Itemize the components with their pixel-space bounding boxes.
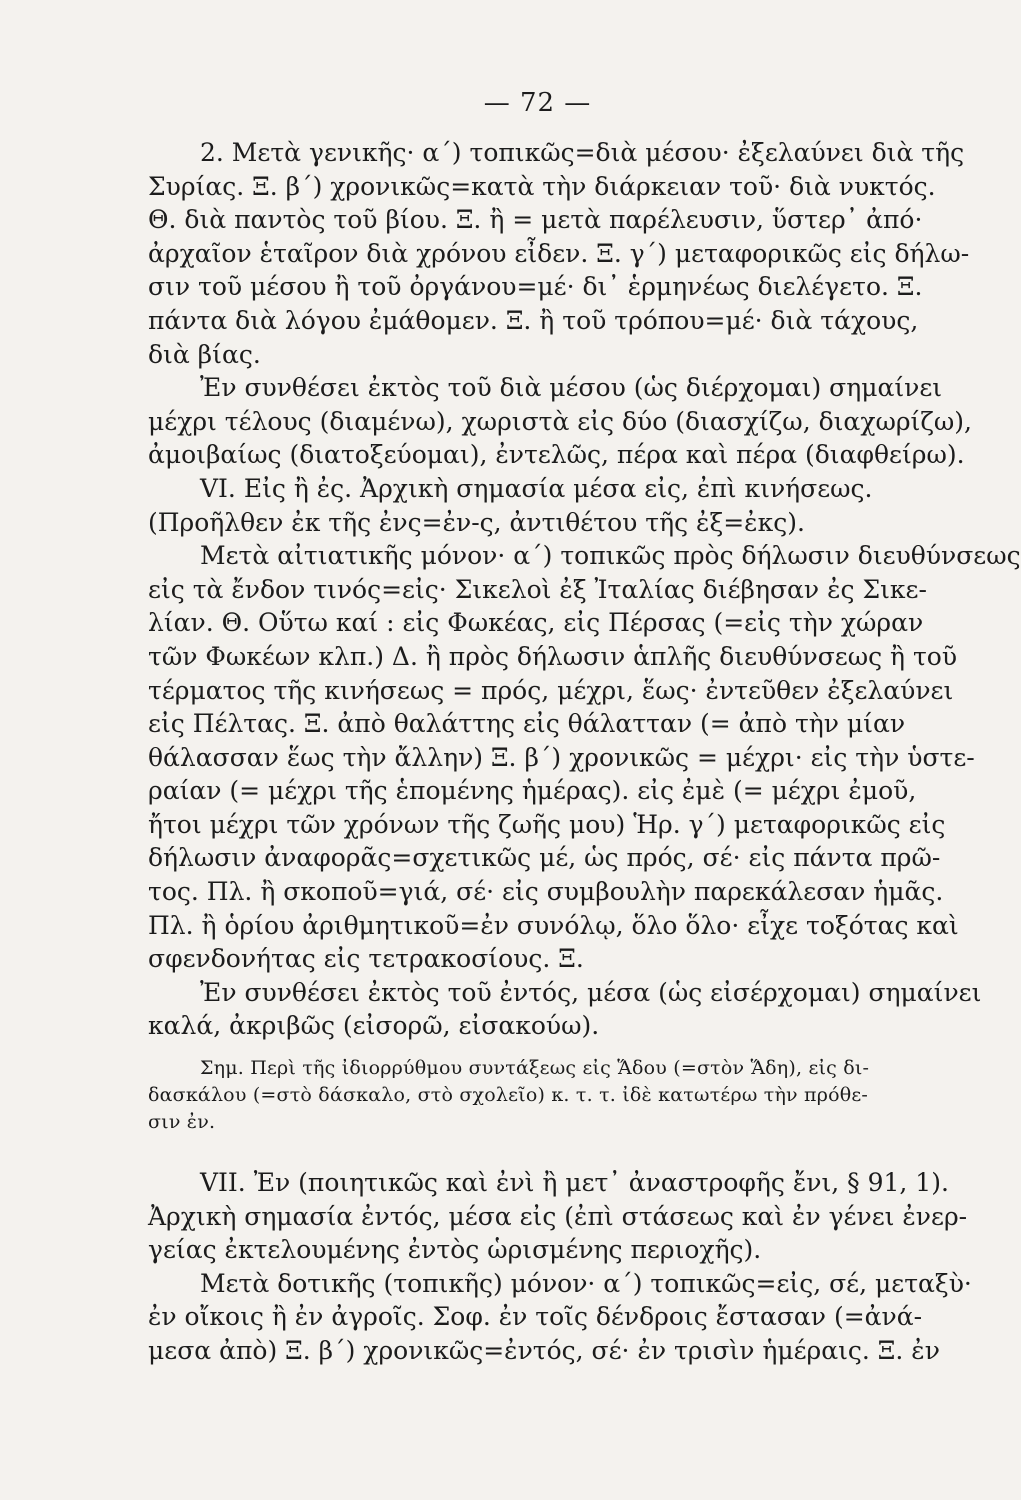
text-line: καλά, ἀκριβῶς (εἰσορῶ, εἰσακούω).: [148, 1011, 600, 1041]
text-line: θάλασσαν ἕως τὴν ἄλλην) Ξ. β΄) χρονικῶς = μέχρι· εἰς τὴν ὑστε-: [148, 742, 975, 772]
page-number: — 72 —: [483, 88, 592, 118]
text-line: διὰ βίας.: [148, 339, 261, 369]
text-line: ἤτοι μέχρι τῶν χρόνων τῆς ζωῆς μου) Ἡρ. γ΄) μεταφορικῶς εἰς: [148, 809, 946, 839]
text-line: Ἐν συνθέσει ἐκτὸς τοῦ ἐντός, μέσα (ὡς εἰσέρχομαι) σημαίνει: [200, 977, 982, 1007]
text-line: ραίαν (= μέχρι τῆς ἑπομένης ἡμέρας). εἰς ἐμὲ (= μέχρι ἐμοῦ,: [148, 776, 917, 806]
footnote-block: [148, 1055, 927, 1136]
text-line: εἰς Πέλτας. Ξ. ἀπὸ θαλάττης εἰς θάλατταν (= ἀπὸ τὴν μίαν: [148, 709, 906, 739]
text-line: μέχρι τέλους (διαμένω), χωριστὰ εἰς δύο (διασχίζω, διαχωρίζω),: [148, 406, 972, 436]
text-line: Ἐν συνθέσει ἐκτὸς τοῦ διὰ μέσου (ὡς διέρχομαι) σημαίνει: [200, 373, 943, 403]
text-line: τος. Πλ. ἢ σκοποῦ=γιά, σέ· εἰς συμβουλὴν παρεκάλεσαν ἡμᾶς.: [148, 877, 944, 907]
section-vii-block: [148, 1166, 972, 1368]
text-line: Ἀρχικὴ σημασία ἐντός, μέσα εἰς (ἐπὶ στάσεως καὶ ἐν γένει ἐνερ-: [148, 1201, 968, 1231]
main-text-block: [148, 136, 1021, 1043]
text-line: Θ. διὰ παντὸς τοῦ βίου. Ξ. ἢ = μετὰ παρέλευσιν, ὕστερ᾽ ἀπό·: [148, 205, 923, 235]
text-line: (Προῆλθεν ἐκ τῆς ἐνς=ἐν-ς, ἀντιθέτου τῆς ἐξ=ἐκς).: [148, 507, 805, 537]
text-line: πάντα διὰ λόγου ἐμάθομεν. Ξ. ἢ τοῦ τρόπου=μέ· διὰ τάχους,: [148, 305, 919, 335]
text-line: ἀρχαῖον ἑταῖρον διὰ χρόνου εἶδεν. Ξ. γ΄) μεταφορικῶς εἰς δήλω-: [148, 238, 970, 268]
note-line: δασκάλου (=στὸ δάσκαλο, στὸ σχολεῖο) κ. τ. τ. ἰδὲ κατωτέρω τὴν πρόθε-: [148, 1084, 869, 1107]
section-heading-vi: VI. Εἰς ἢ ἐς. Ἀρχικὴ σημασία μέσα εἰς, ἐπὶ κινήσεως.: [200, 473, 873, 503]
text-line: Πλ. ἢ ὁρίου ἀριθμητικοῦ=ἐν συνόλῳ, ὅλο ὅλο· εἶχε τοξότας καὶ: [148, 910, 959, 940]
text-line: εἰς τὰ ἔνδον τινός=εἰς· Σικελοὶ ἐξ Ἰταλίας διέβησαν ἐς Σικε-: [148, 574, 927, 604]
note-line: σιν ἐν.: [148, 1111, 216, 1134]
text-line: γείας ἐκτελουμένης ἐντὸς ὡρισμένης περιοχῆς).: [148, 1235, 762, 1265]
text-line: ἐν οἴκοις ἢ ἐν ἀγροῖς. Σοφ. ἐν τοῖς δένδροις ἔστασαν (=ἀνά-: [148, 1302, 923, 1332]
text-line: τέρματος τῆς κινήσεως = πρός, μέχρι, ἕως· ἐντεῦθεν ἐξελαύνει: [148, 675, 954, 705]
text-line: Συρίας. Ξ. β΄) χρονικῶς=κατὰ τὴν διάρκειαν τοῦ· διὰ νυκτός.: [148, 171, 936, 201]
section-heading-vii: VII. Ἐν (ποιητικῶς καὶ ἐνὶ ἢ μετ᾽ ἀναστροφῆς ἔνι, § 91, 1).: [200, 1168, 949, 1198]
text-line: 2. Μετὰ γενικῆς· α΄) τοπικῶς=διὰ μέσου· ἐξελαύνει διὰ τῆς: [200, 138, 965, 167]
text-line: μεσα ἀπὸ) Ξ. β΄) χρονικῶς=ἐντός, σέ· ἐν τρισὶν ἡμέραις. Ξ. ἐν: [148, 1336, 940, 1365]
text-line: Μετὰ αἰτιατικῆς μόνον· α΄) τοπικῶς πρὸς δήλωσιν διευθύνσεως: [200, 541, 1021, 571]
note-line: Σημ. Περὶ τῆς ἰδιορρύθμου συντάξεως εἰς Ἅδου (=στὸν Ἅδη), εἰς δι-: [200, 1057, 870, 1080]
text-line: δήλωσιν ἀναφορᾶς=σχετικῶς μέ, ὡς πρός, σέ· εἰς πάντα πρῶ-: [148, 843, 941, 873]
text-line: σφενδονήτας εἰς τετρακοσίους. Ξ.: [148, 944, 584, 974]
text-line: Μετὰ δοτικῆς (τοπικῆς) μόνον· α΄) τοπικῶς=εἰς, σέ, μεταξὺ·: [200, 1268, 972, 1298]
text-line: σιν τοῦ μέσου ἢ τοῦ ὀργάνου=μέ· δι᾽ ἑρμηνέως διελέγετο. Ξ.: [148, 272, 923, 302]
text-line: λίαν. Θ. Οὕτω καί : εἰς Φωκέας, εἰς Πέρσας (=εἰς τὴν χώραν: [148, 608, 924, 638]
text-line: τῶν Φωκέων κλπ.) Δ. ἢ πρὸς δήλωσιν ἁπλῆς διευθύνσεως ἢ τοῦ: [148, 641, 958, 671]
text-line: ἀμοιβαίως (διατοξεύομαι), ἐντελῶς, πέρα καὶ πέρα (διαφθείρω).: [148, 440, 965, 470]
